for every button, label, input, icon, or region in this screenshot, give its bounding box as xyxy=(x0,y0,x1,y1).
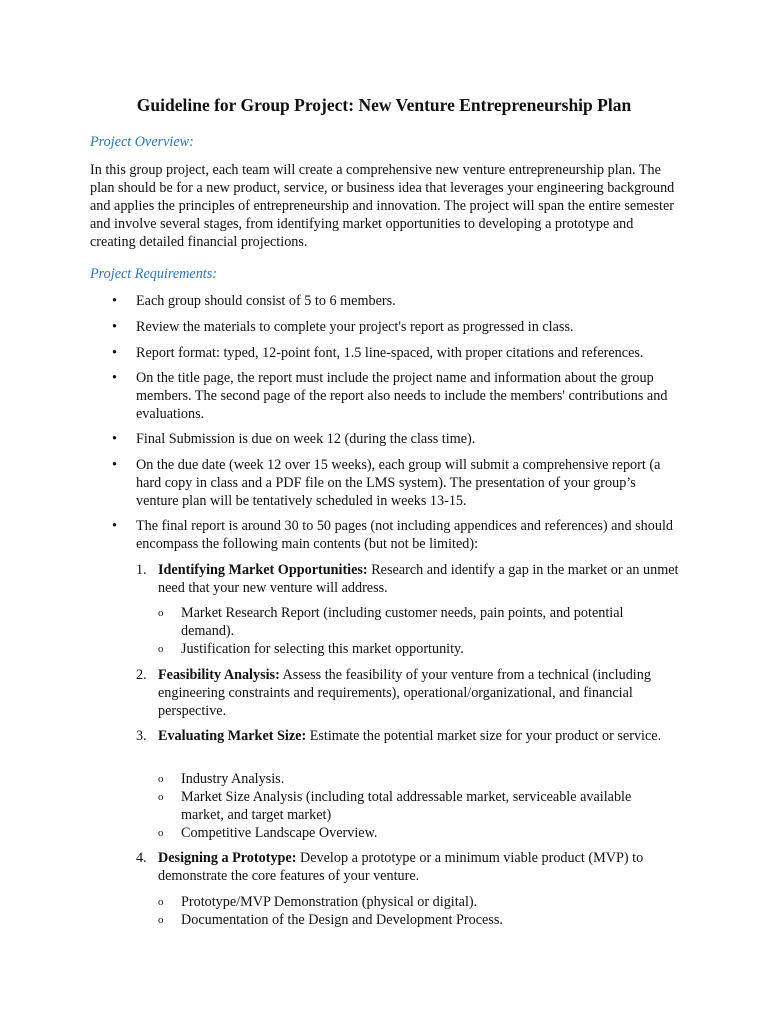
content-item-label: Feasibility Analysis: xyxy=(158,667,280,683)
bullet-icon: • xyxy=(112,431,117,447)
sub-item: Justification for selecting this market opportunity. xyxy=(181,641,464,657)
requirement-item: Each group should consist of 5 to 6 members. xyxy=(136,293,396,309)
requirement-item: Report format: typed, 12-point font, 1.5 line-spaced, with proper citations and references. xyxy=(136,345,644,361)
sub-item: Market Research Report (including customer needs, pain points, and potential demand). xyxy=(181,605,624,639)
bullet-icon: • xyxy=(112,370,117,386)
content-item-market-opportunities xyxy=(158,561,683,597)
sub-item: Competitive Landscape Overview. xyxy=(181,825,378,841)
overview-paragraph: In this group project, each team will create a comprehensive new venture entrepreneurship plan. The plan should be for a new product, service, or business idea that leverages your engineering background and applies the principles of entrepreneurship and innovation. The project will span the entire semester and involve several stages, from identifying market opportunities to developing a prototype and creating detailed financial projections. xyxy=(90,162,675,250)
list-number: 1. xyxy=(136,562,147,578)
requirement-item: Final Submission is due on week 12 (during the class time). xyxy=(136,431,476,447)
requirements-heading: Project Requirements: xyxy=(90,266,217,282)
content-item-feasibility xyxy=(158,666,683,720)
list-number: 3. xyxy=(136,728,147,744)
sub-item: Market Size Analysis (including total addressable market, serviceable available market, and target market) xyxy=(181,789,632,823)
sub-bullet-icon: o xyxy=(158,791,164,803)
sub-bullet-icon: o xyxy=(158,914,164,926)
overview-heading: Project Overview: xyxy=(90,134,194,150)
sub-bullet-icon: o xyxy=(158,643,164,655)
sub-bullet-icon: o xyxy=(158,896,164,908)
content-item-label: Identifying Market Opportunities: xyxy=(158,562,368,578)
page-title: Guideline for Group Project: New Venture Entrepreneurship Plan xyxy=(136,95,632,115)
content-item-label: Evaluating Market Size: xyxy=(158,728,307,744)
content-item-prototype xyxy=(158,849,683,885)
bullet-icon: • xyxy=(112,518,117,534)
sub-item: Prototype/MVP Demonstration (physical or digital). xyxy=(181,894,478,910)
content-item-text: Develop a prototype or a minimum viable product (MVP) to demonstrate the core features of your venture. xyxy=(158,850,644,884)
sub-bullet-icon: o xyxy=(158,773,164,785)
content-item-label: Designing a Prototype: xyxy=(158,850,297,866)
sub-item: Documentation of the Design and Development Process. xyxy=(181,912,503,928)
list-number: 4. xyxy=(136,850,147,866)
requirement-item: The final report is around 30 to 50 pages (not including appendices and references) and should encompass the following main contents (but not be limited): xyxy=(136,518,673,552)
bullet-icon: • xyxy=(112,457,117,473)
sub-item: Industry Analysis. xyxy=(181,771,285,787)
bullet-icon: • xyxy=(112,293,117,309)
content-item-text: Estimate the potential market size for your product or service. xyxy=(306,728,662,744)
sub-bullet-icon: o xyxy=(158,827,164,839)
bullet-icon: • xyxy=(112,319,117,335)
content-item-text: Assess the feasibility of your venture from a technical (including engineering constraints and requirements), operational/organizational, and financial perspective. xyxy=(158,667,651,719)
requirement-item: Review the materials to complete your project's report as progressed in class. xyxy=(136,319,574,335)
requirement-item: On the title page, the report must include the project name and information about the group members. The second page of the report also needs to include the members' contributions and evaluations. xyxy=(136,370,668,422)
content-item-market-size xyxy=(158,727,683,745)
sub-bullet-icon: o xyxy=(158,607,164,619)
list-number: 2. xyxy=(136,667,147,683)
bullet-icon: • xyxy=(112,345,117,361)
content-item-text: Research and identify a gap in the market or an unmet need that your new venture will address. xyxy=(158,562,679,596)
requirement-item: On the due date (week 12 over 15 weeks), each group will submit a comprehensive report (a hard copy in class and a PDF file on the LMS system). The presentation of your group’s venture plan will be tentatively scheduled in weeks 13-15. xyxy=(136,457,661,509)
